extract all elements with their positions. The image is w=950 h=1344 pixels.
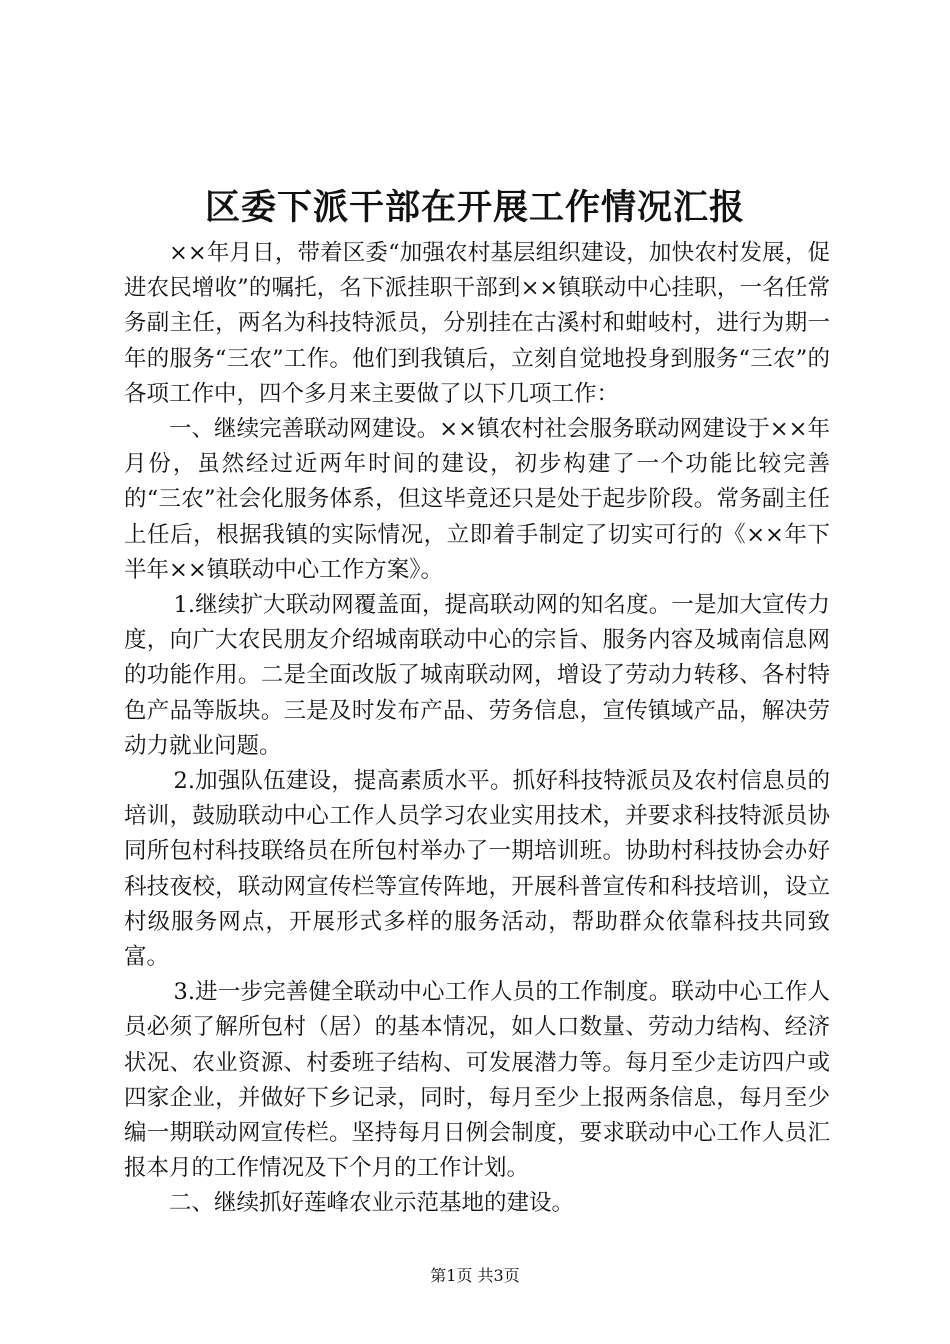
page-number-footer: 第1页 共3页 (430, 1266, 520, 1285)
paragraph-section-1: 一、继续完善联动网建设。××镇农村社会服务联动网建设于××年月份，虽然经过近两年时间的建设，初步构建了一个功能比较完善的“三农”社会化服务体系，但这毕竟还只是处于起步阶段。常务副主任上任后，根据我镇的实际情况，立即着手制定了切实可行的《××年下半年××镇联动中心工作方案》。 (124, 416, 830, 583)
paragraph-section-2: 二、继续抓好莲峰农业示范基地的建设。 (169, 1190, 575, 1217)
document-title: 区委下派干部在开展工作情况汇报 (204, 188, 745, 228)
paragraph-item-3: 3.进一步完善健全联动中心工作人员的工作制度。联动中心工作人员必须了解所包村（居）的基本情况，如人口数量、劳动力结构、经济状况、农业资源、村委班子结构、可发展潜力等。每月至少走访四户或四家企业，并做好下乡记录，同时，每月至少上报两条信息，每月至少编一期联动网宣传栏。坚持每月日例会制度，要求联动中心工作人员汇报本月的工作情况及下个月的工作计划。 (124, 979, 830, 1182)
paragraph-item-1: 1.继续扩大联动网覆盖面，提高联动网的知名度。一是加大宣传力度，向广大农民朋友介绍城南联动中心的宗旨、服务内容及城南信息网的功能作用。二是全面改版了城南联动网，增设了劳动力转移、各村特色产品等版块。三是及时发布产品、劳务信息，宣传镇域产品，解决劳动力就业问题。 (124, 592, 830, 759)
paragraph-item-2: 2.加强队伍建设，提高素质水平。抓好科技特派员及农村信息员的培训，鼓励联动中心工作人员学习农业实用技术，并要求科技特派员协同所包村科技联络员在所包村举办了一期培训班。协助村科技协会办好科技夜校，联动网宣传栏等宣传阵地，开展科普宣传和科技培训，设立村级服务网点，开展形式多样的服务活动，帮助群众依靠科技共同致富。 (124, 768, 830, 971)
document-body (124, 236, 830, 1222)
paragraph-intro: ××年月日，带着区委“加强农村基层组织建设，加快农村发展，促进农民增收”的嘱托，名下派挂职干部到××镇联动中心挂职，一名任常务副主任，两名为科技特派员，分别挂在古溪村和蚶岐村，进行为期一年的服务“三农”工作。他们到我镇后，立刻自觉地投身到服务“三农”的各项工作中，四个多月来主要做了以下几项工作： (124, 240, 830, 407)
